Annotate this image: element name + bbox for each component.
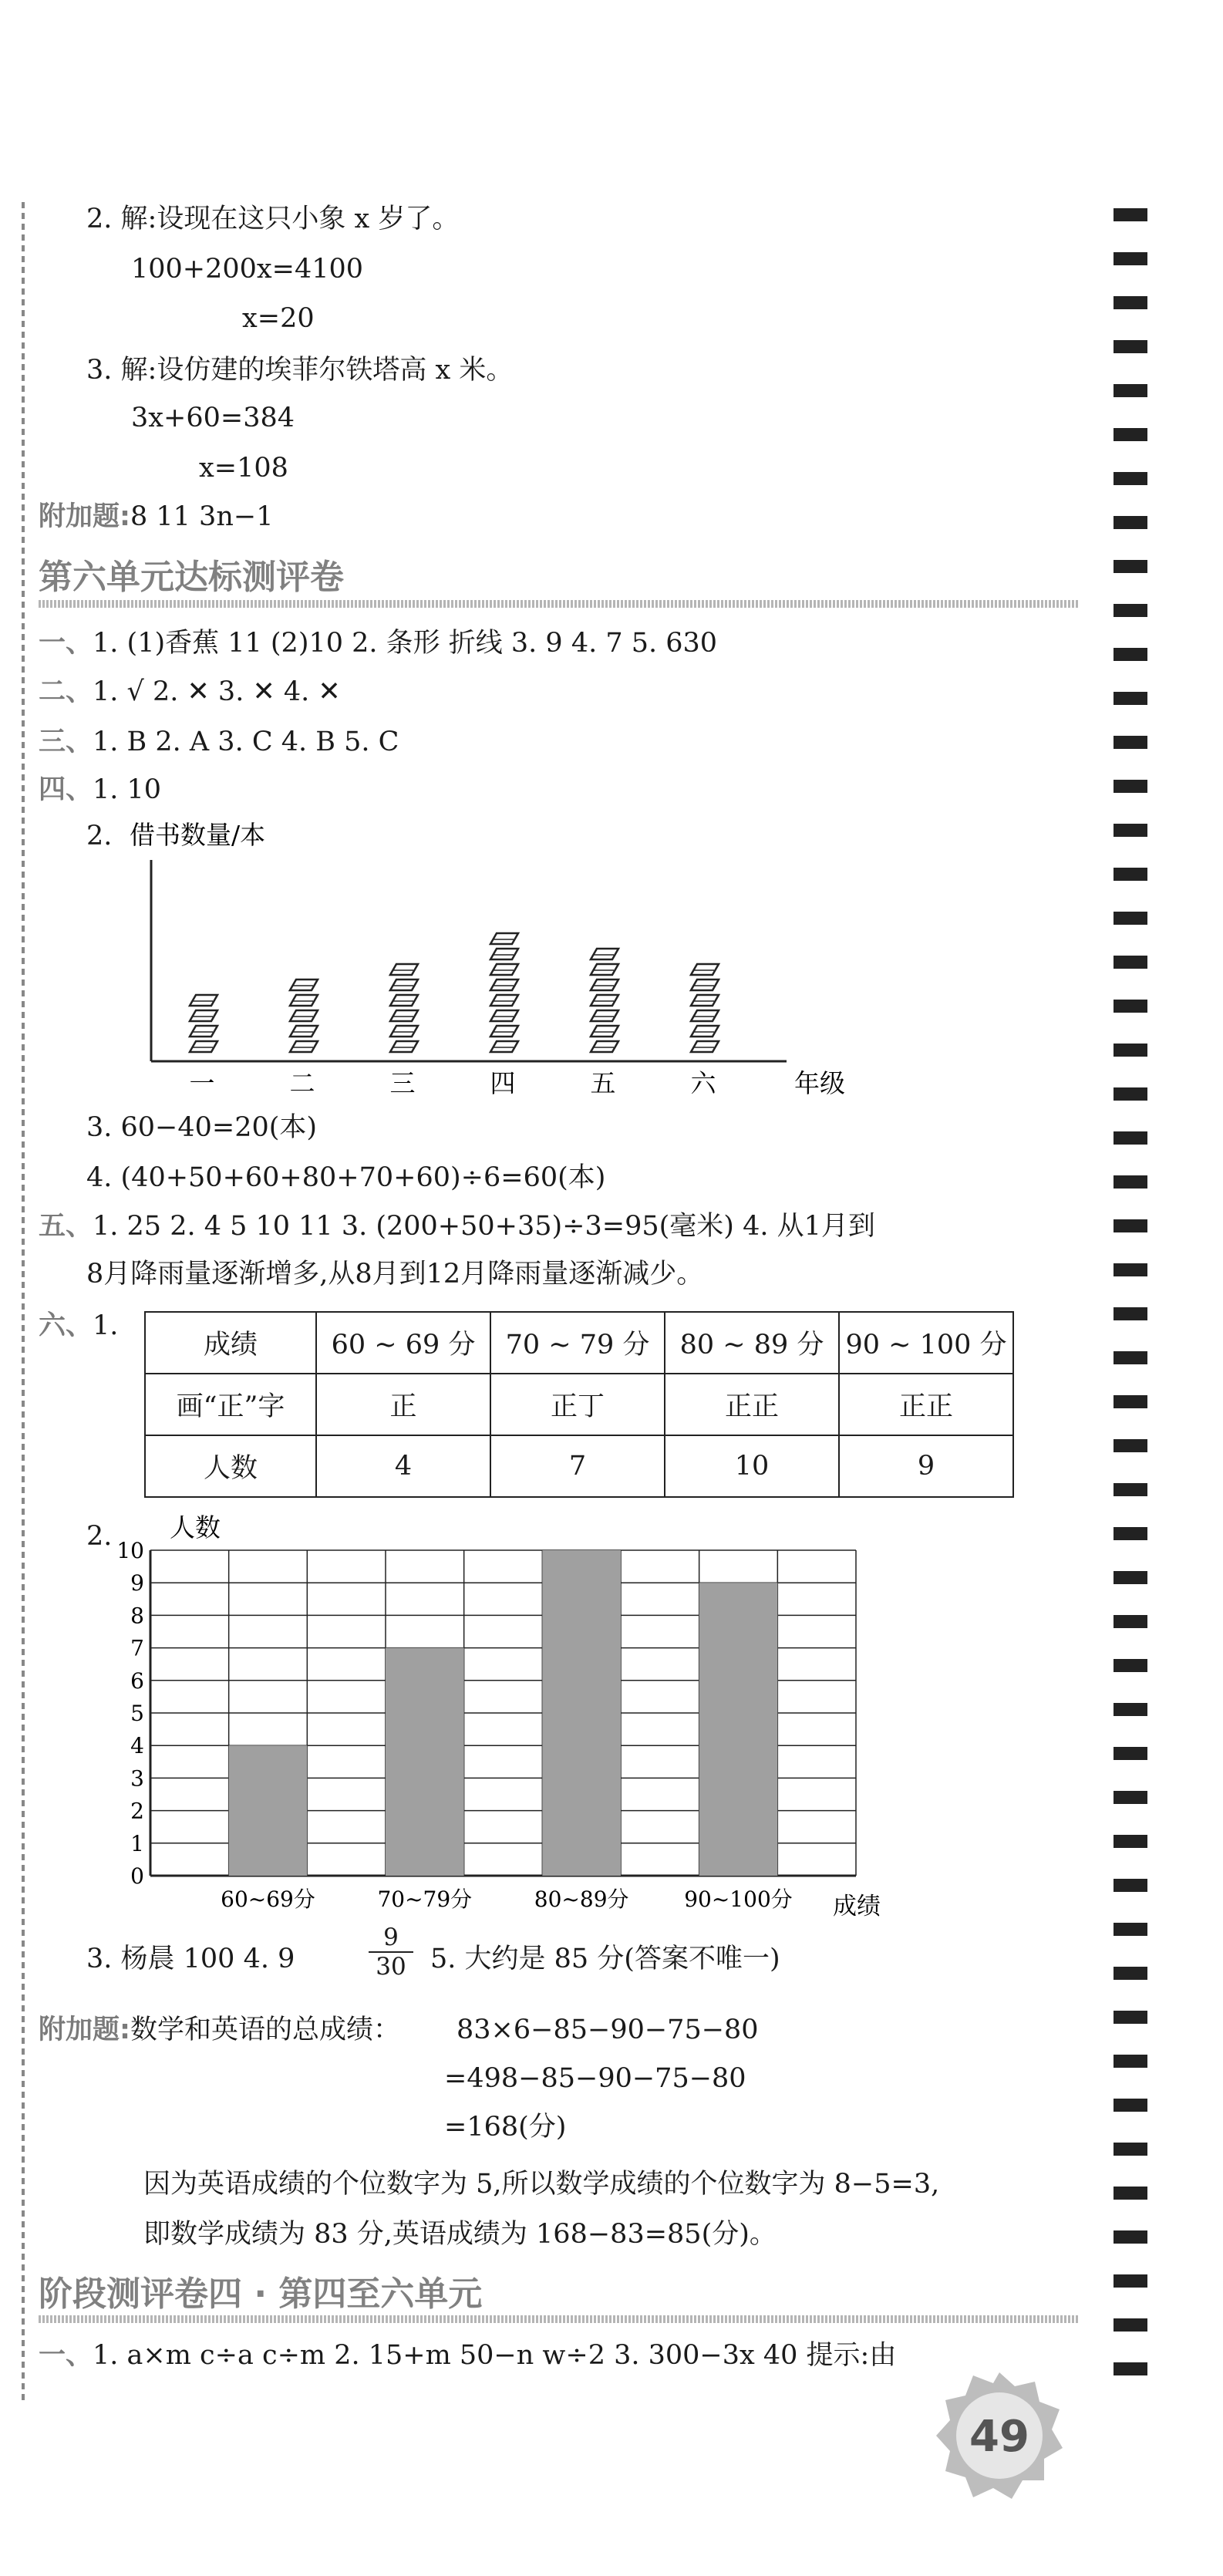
edge-dash xyxy=(1114,1659,1147,1672)
edge-dash xyxy=(1114,912,1147,925)
pictograph-stack xyxy=(190,995,217,1052)
unit6-bonus-eq1: 83×6−85−90−75−80 xyxy=(457,2015,759,2045)
table-header-cell: 80 ~ 89 分 xyxy=(665,1312,839,1374)
edge-dash xyxy=(1114,1307,1147,1320)
bar-chart-y-tick: 2 xyxy=(130,1798,144,1824)
unit6-part6-q1-number: 1. xyxy=(93,1310,119,1341)
stage4-title: 阶段测评卷四 · 第四至六单元 xyxy=(39,2274,483,2314)
unit6-part1 xyxy=(39,626,717,660)
unit6-part1-label: 一、 xyxy=(39,628,93,659)
edge-dash xyxy=(1114,2274,1147,2288)
pictograph-x-label: 年级 xyxy=(794,1068,845,1098)
table-row-label: 人数 xyxy=(145,1435,316,1497)
unit6-bonus-eq3: =168(分) xyxy=(444,2112,567,2143)
edge-dash xyxy=(1114,1087,1147,1101)
book-icon xyxy=(190,1041,217,1052)
book-icon xyxy=(390,1010,418,1021)
edge-dash xyxy=(1114,2230,1147,2244)
book-icon xyxy=(591,949,618,959)
edge-dash xyxy=(1114,2362,1147,2375)
bar-chart-y-tick: 10 xyxy=(116,1538,144,1563)
fraction-numerator: 9 xyxy=(383,1924,399,1951)
book-icon xyxy=(490,979,518,990)
pictograph-category-label: 一 xyxy=(189,1068,215,1098)
unit6-part5-label: 五、 xyxy=(39,1211,93,1242)
book-icon xyxy=(390,1026,418,1037)
edge-dash xyxy=(1114,472,1147,485)
unit6-part3 xyxy=(39,725,399,759)
pictograph-stack xyxy=(290,979,318,1052)
edge-dash xyxy=(1114,1263,1147,1276)
unit6-title-rule xyxy=(39,600,1080,608)
edge-dash xyxy=(1114,1615,1147,1628)
unit6-part4-q2-number: 2. xyxy=(86,821,113,851)
unit6-bonus-lead: 数学和英语的总成绩： xyxy=(130,2015,401,2045)
unit6-part3-text: 1. B 2. A 3. C 4. B 5. C xyxy=(93,727,399,757)
page-number: 49 xyxy=(969,2412,1029,2462)
book-icon xyxy=(490,1041,518,1052)
score-tally-table xyxy=(144,1311,1014,1498)
book-icon xyxy=(190,995,217,1006)
unit6-title: 第六单元达标测评卷 xyxy=(39,558,344,597)
book-icon xyxy=(290,995,318,1006)
table-row xyxy=(145,1435,1013,1497)
bar-chart-y-tick: 0 xyxy=(130,1863,144,1889)
table-cell: 正正 xyxy=(839,1374,1013,1435)
edge-dash xyxy=(1114,384,1147,397)
prev-q2-text: 解:设现在这只小象 x 岁了。 xyxy=(120,204,460,234)
book-icon xyxy=(290,1026,318,1037)
stage4-part1 xyxy=(39,2338,896,2372)
prev-bonus-label: 附加题: xyxy=(39,501,130,532)
edge-dash xyxy=(1114,560,1147,573)
book-icon xyxy=(390,964,418,975)
unit6-part5-text-cont: 8月降雨量逐渐增多,从8月到12月降雨量逐渐减少。 xyxy=(86,1259,704,1290)
book-icon xyxy=(691,964,719,975)
book-icon xyxy=(490,1010,518,1021)
edge-dash xyxy=(1114,1219,1147,1232)
unit6-part2 xyxy=(39,675,341,709)
book-icon xyxy=(591,1041,618,1052)
unit6-part6-q3-text: 3. 杨晨 100 4. 9 xyxy=(86,1944,295,1974)
unit6-bonus-label: 附加题: xyxy=(39,2015,130,2045)
edge-dash xyxy=(1114,208,1147,221)
prev-q2-line xyxy=(86,202,459,236)
edge-dash xyxy=(1114,1879,1147,1892)
bar-chart-bar xyxy=(542,1550,621,1876)
table-cell: 4 xyxy=(316,1435,490,1497)
book-icon xyxy=(490,964,518,975)
stage4-part1-text: 1. a×m c÷a c÷m 2. 15+m 50−n w÷2 3. 300−3x 40 提示:由 xyxy=(93,2340,897,2371)
book-icon xyxy=(490,995,518,1006)
pictograph-stack xyxy=(691,964,719,1052)
prev-q3-eq2: x=108 xyxy=(199,453,288,484)
edge-dash xyxy=(1114,1439,1147,1452)
unit6-part1-text: 1. (1)香蕉 11 (2)10 2. 条形 折线 3. 9 4. 7 5. 630 xyxy=(93,628,718,659)
prev-q3-number: 3. xyxy=(86,355,113,386)
edge-dash xyxy=(1114,868,1147,881)
bar-chart-y-tick: 7 xyxy=(130,1635,144,1661)
book-icon xyxy=(591,964,618,975)
edge-dash xyxy=(1114,296,1147,309)
bar-chart-bar xyxy=(699,1583,778,1876)
score-bar-chart xyxy=(116,1512,918,1928)
book-icon xyxy=(490,949,518,959)
book-icon xyxy=(490,1026,518,1037)
prev-q2-eq1: 100+200x=4100 xyxy=(131,254,364,285)
unit6-part6-label: 六、 xyxy=(39,1310,93,1341)
bar-chart-category-label: 80~89分 xyxy=(534,1886,629,1912)
prev-q3-eq1: 3x+60=384 xyxy=(131,403,295,433)
edge-dash xyxy=(1114,780,1147,793)
fraction-9-30 xyxy=(369,1924,413,1981)
edge-dash xyxy=(1114,1483,1147,1496)
unit6-part2-text: 1. √ 2. ✕ 3. ✕ 4. ✕ xyxy=(93,676,341,707)
unit6-part6-q2-number: 2. xyxy=(86,1521,113,1552)
book-icon xyxy=(691,1041,719,1052)
edge-dash xyxy=(1114,736,1147,749)
bar-chart-bar xyxy=(229,1745,308,1876)
table-cell: 正丁 xyxy=(490,1374,665,1435)
book-icon xyxy=(691,1010,719,1021)
table-header-cell: 成绩 xyxy=(145,1312,316,1374)
book-icon xyxy=(691,995,719,1006)
unit6-part5 xyxy=(39,1209,875,1243)
edge-dash xyxy=(1114,340,1147,353)
table-cell: 7 xyxy=(490,1435,665,1497)
unit6-part3-label: 三、 xyxy=(39,727,93,757)
book-icon xyxy=(490,933,518,944)
edge-dash xyxy=(1114,1131,1147,1145)
bar-chart-y-tick: 6 xyxy=(130,1667,144,1694)
pictograph-category-label: 六 xyxy=(690,1068,716,1098)
unit6-part4-text: 1. 10 xyxy=(93,774,162,805)
bar-chart-y-label: 人数 xyxy=(170,1512,221,1543)
pictograph-category-label: 三 xyxy=(389,1068,416,1098)
book-icon xyxy=(691,979,719,990)
book-icon xyxy=(591,995,618,1006)
prev-q2-number: 2. xyxy=(86,204,113,234)
prev-q2-eq2: x=20 xyxy=(242,303,315,334)
unit6-part6 xyxy=(39,1309,118,1343)
edge-dash xyxy=(1114,1923,1147,1936)
unit6-part5-text: 1. 25 2. 4 5 10 11 3. (200+50+35)÷3=95(毫米) 4. 从1月到 xyxy=(93,1211,875,1242)
unit6-bonus-explain1: 因为英语成绩的个位数字为 5,所以数学成绩的个位数字为 8−5=3, xyxy=(143,2169,940,2200)
margin-dashed-line xyxy=(22,202,25,2400)
edge-dash xyxy=(1114,1000,1147,1013)
table-row xyxy=(145,1374,1013,1435)
bar-chart-category-label: 70~79分 xyxy=(377,1886,473,1912)
book-icon xyxy=(591,979,618,990)
book-icon xyxy=(190,1010,217,1021)
table-header-cell: 90 ~ 100 分 xyxy=(839,1312,1013,1374)
book-icon xyxy=(390,1041,418,1052)
unit6-part4-q3: 3. 60−40=20(本) xyxy=(86,1112,318,1143)
table-cell: 10 xyxy=(665,1435,839,1497)
bar-chart-bar xyxy=(386,1648,464,1876)
edge-dash xyxy=(1114,604,1147,617)
book-icon xyxy=(390,995,418,1006)
bar-chart-x-label: 成绩 xyxy=(833,1893,881,1920)
page-number-badge xyxy=(932,2368,1067,2504)
book-icon xyxy=(290,1010,318,1021)
table-cell: 9 xyxy=(839,1435,1013,1497)
edge-dash xyxy=(1114,1747,1147,1760)
edge-dash xyxy=(1114,516,1147,529)
edge-dash xyxy=(1114,956,1147,969)
bar-chart-y-tick: 9 xyxy=(130,1570,144,1597)
pictograph-y-label: 借书数量/本 xyxy=(130,820,266,850)
edge-dash xyxy=(1114,1967,1147,1980)
table-cell: 正正 xyxy=(665,1374,839,1435)
unit6-part6-q5-text: 5. 大约是 85 分(答案不唯一) xyxy=(430,1944,780,1974)
bar-chart-y-tick: 3 xyxy=(130,1765,144,1792)
unit6-bonus-eq2: =498−85−90−75−80 xyxy=(444,2063,746,2094)
book-icon xyxy=(591,1010,618,1021)
edge-dash xyxy=(1114,1527,1147,1540)
unit6-bonus xyxy=(39,2013,400,2047)
bar-chart-category-label: 60~69分 xyxy=(221,1886,315,1912)
table-row xyxy=(145,1312,1013,1374)
unit6-part4-q4: 4. (40+50+60+80+70+60)÷6=60(本) xyxy=(86,1162,606,1193)
edge-dash xyxy=(1114,2143,1147,2156)
pictograph-stack xyxy=(490,933,518,1052)
fraction-denominator: 30 xyxy=(369,1951,413,1981)
prev-q3-text: 解:设仿建的埃菲尔铁塔高 x 米。 xyxy=(120,355,514,386)
edge-dash xyxy=(1114,252,1147,265)
pictograph-category-label: 二 xyxy=(289,1068,315,1098)
book-icon xyxy=(390,979,418,990)
unit6-part2-label: 二、 xyxy=(39,676,93,707)
stage4-title-rule xyxy=(39,2315,1080,2323)
pictograph-category-label: 五 xyxy=(590,1068,616,1098)
book-icon xyxy=(591,1026,618,1037)
edge-dash xyxy=(1114,1703,1147,1716)
pictograph-category-label: 四 xyxy=(490,1068,516,1098)
bar-chart-category-label: 90~100分 xyxy=(684,1886,793,1912)
stage4-part1-label: 一、 xyxy=(39,2340,93,2371)
edge-dash xyxy=(1114,1395,1147,1408)
table-header-cell: 60 ~ 69 分 xyxy=(316,1312,490,1374)
edge-dash xyxy=(1114,1351,1147,1364)
edge-dash xyxy=(1114,428,1147,441)
edge-dash xyxy=(1114,2318,1147,2332)
edge-dash xyxy=(1114,1571,1147,1584)
edge-dash xyxy=(1114,648,1147,661)
edge-dash xyxy=(1114,1175,1147,1189)
pictograph-chart xyxy=(116,818,871,1111)
unit6-part4-label: 四、 xyxy=(39,774,93,805)
edge-dash xyxy=(1114,1835,1147,1848)
edge-dash xyxy=(1114,692,1147,705)
table-header-cell: 70 ~ 79 分 xyxy=(490,1312,665,1374)
book-icon xyxy=(290,979,318,990)
book-icon xyxy=(290,1041,318,1052)
edge-dash xyxy=(1114,2099,1147,2112)
bar-chart-y-tick: 5 xyxy=(130,1701,144,1726)
edge-dash xyxy=(1114,2187,1147,2200)
pictograph-stack xyxy=(390,964,418,1052)
bar-chart-y-tick: 4 xyxy=(130,1733,144,1759)
prev-q3-line xyxy=(86,353,513,387)
table-cell: 正 xyxy=(316,1374,490,1435)
table-row-label: 画“正”字 xyxy=(145,1374,316,1435)
unit6-part4 xyxy=(39,773,161,807)
edge-dash xyxy=(1114,1044,1147,1057)
book-icon xyxy=(691,1026,719,1037)
edge-dash xyxy=(1114,824,1147,837)
edge-dash xyxy=(1114,1791,1147,1804)
prev-bonus-text: 8 11 3n−1 xyxy=(130,501,274,532)
bar-chart-y-tick: 1 xyxy=(130,1830,144,1856)
bar-chart-y-tick: 8 xyxy=(130,1603,144,1629)
edge-dash xyxy=(1114,2055,1147,2068)
unit6-bonus-explain2: 即数学成绩为 83 分,英语成绩为 168−83=85(分)。 xyxy=(143,2219,777,2250)
edge-dash xyxy=(1114,2011,1147,2024)
book-icon xyxy=(190,1026,217,1037)
pictograph-stack xyxy=(591,949,618,1052)
prev-bonus-line xyxy=(39,500,273,534)
